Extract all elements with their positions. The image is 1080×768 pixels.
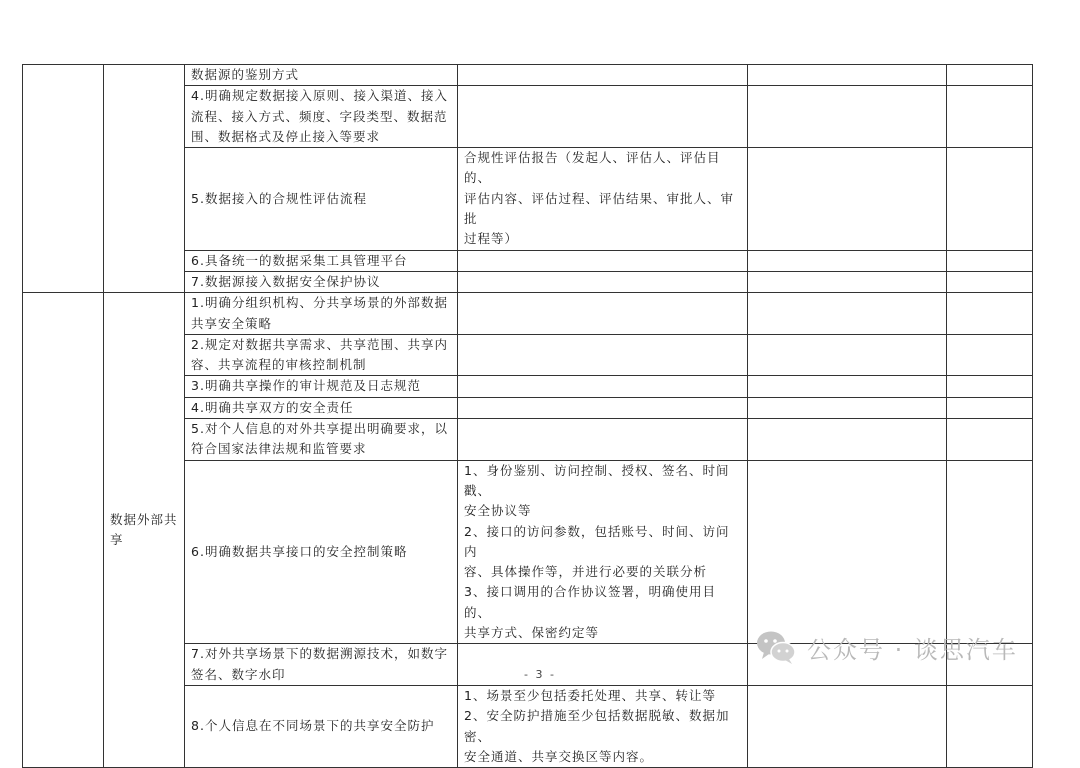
result-cell xyxy=(748,271,947,292)
remark-cell xyxy=(947,376,1033,397)
evidence-cell xyxy=(458,376,748,397)
remark-cell xyxy=(947,397,1033,418)
result-cell xyxy=(748,685,947,767)
result-cell xyxy=(748,293,947,335)
requirement-cell: 7.对外共享场景下的数据溯源技术，如数字 签名、数字水印 xyxy=(185,644,458,686)
remark-cell xyxy=(947,250,1033,271)
requirement-cell: 5.对个人信息的对外共享提出明确要求，以 符合国家法律法规和监管要求 xyxy=(185,419,458,461)
evidence-cell: 1、身份鉴别、访问控制、授权、签名、时间戳、 安全协议等 2、接口的访问参数，包括账号、时间、访问内 容、具体操作等，并进行必要的关联分析 3、接口调用的合作协议签署，明确使用目的、 共享方式、保密约定等 xyxy=(458,460,748,644)
result-cell xyxy=(748,65,947,86)
result-cell xyxy=(748,397,947,418)
remark-cell xyxy=(947,685,1033,767)
requirement-cell: 6.具备统一的数据采集工具管理平台 xyxy=(185,250,458,271)
remark-cell xyxy=(947,65,1033,86)
remark-cell xyxy=(947,271,1033,292)
result-cell xyxy=(748,376,947,397)
requirement-cell: 1.明确分组织机构、分共享场景的外部数据 共享安全策略 xyxy=(185,293,458,335)
requirement-cell: 4.明确共享双方的安全责任 xyxy=(185,397,458,418)
evidence-cell: 合规性评估报告（发起人、评估人、评估目的、 评估内容、评估过程、评估结果、审批人、审批 过程等） xyxy=(458,148,748,250)
subcategory-cell xyxy=(104,65,185,293)
result-cell xyxy=(748,419,947,461)
evidence-cell xyxy=(458,65,748,86)
requirement-cell: 2.规定对数据共享需求、共享范围、共享内 容、共享流程的审核控制机制 xyxy=(185,334,458,376)
page-number: - 3 - xyxy=(524,668,556,681)
requirement-text: 数据源的鉴别方式 xyxy=(191,67,300,82)
remark-cell xyxy=(947,419,1033,461)
requirement-cell: 7.数据源接入数据安全保护协议 xyxy=(185,271,458,292)
requirement-cell: 8.个人信息在不同场景下的共享安全防护 xyxy=(185,685,458,767)
evidence-cell xyxy=(458,250,748,271)
result-cell xyxy=(748,250,947,271)
category-cell xyxy=(23,65,104,293)
watermark-text: 公众号 · 谈思汽车 xyxy=(807,635,1018,664)
watermark xyxy=(755,626,1018,668)
requirement-cell: 4.明确规定数据接入原则、接入渠道、接入 流程、接入方式、频度、字段类型、数据范 围、数据格式及停止接入等要求 xyxy=(185,86,458,148)
requirement-cell: 5.数据接入的合规性评估流程 xyxy=(185,148,458,250)
evidence-cell xyxy=(458,419,748,461)
table-row xyxy=(23,65,1033,86)
result-cell xyxy=(748,460,947,644)
evidence-cell xyxy=(458,397,748,418)
requirement-cell: 6.明确数据共享接口的安全控制策略 xyxy=(185,460,458,644)
subcategory-label: 数据外部共享 xyxy=(110,511,178,548)
requirement-cell: 3.明确共享操作的审计规范及日志规范 xyxy=(185,376,458,397)
remark-cell xyxy=(947,460,1033,644)
evidence-cell: 1、场景至少包括委托处理、共享、转让等 2、安全防护措施至少包括数据脱敏、数据加密、 安全通道、共享交换区等内容。 xyxy=(458,685,748,767)
remark-cell xyxy=(947,86,1033,148)
evidence-cell xyxy=(458,334,748,376)
result-cell xyxy=(748,86,947,148)
result-cell xyxy=(748,334,947,376)
result-cell xyxy=(748,148,947,250)
wechat-icon xyxy=(755,628,797,666)
remark-cell xyxy=(947,148,1033,250)
subcategory-cell xyxy=(104,293,185,768)
evidence-cell xyxy=(458,86,748,148)
evidence-cell xyxy=(458,293,748,335)
table-row xyxy=(23,293,1033,335)
category-cell xyxy=(23,293,104,768)
evidence-cell xyxy=(458,271,748,292)
remark-cell xyxy=(947,334,1033,376)
requirement-cell xyxy=(185,65,458,86)
remark-cell xyxy=(947,293,1033,335)
